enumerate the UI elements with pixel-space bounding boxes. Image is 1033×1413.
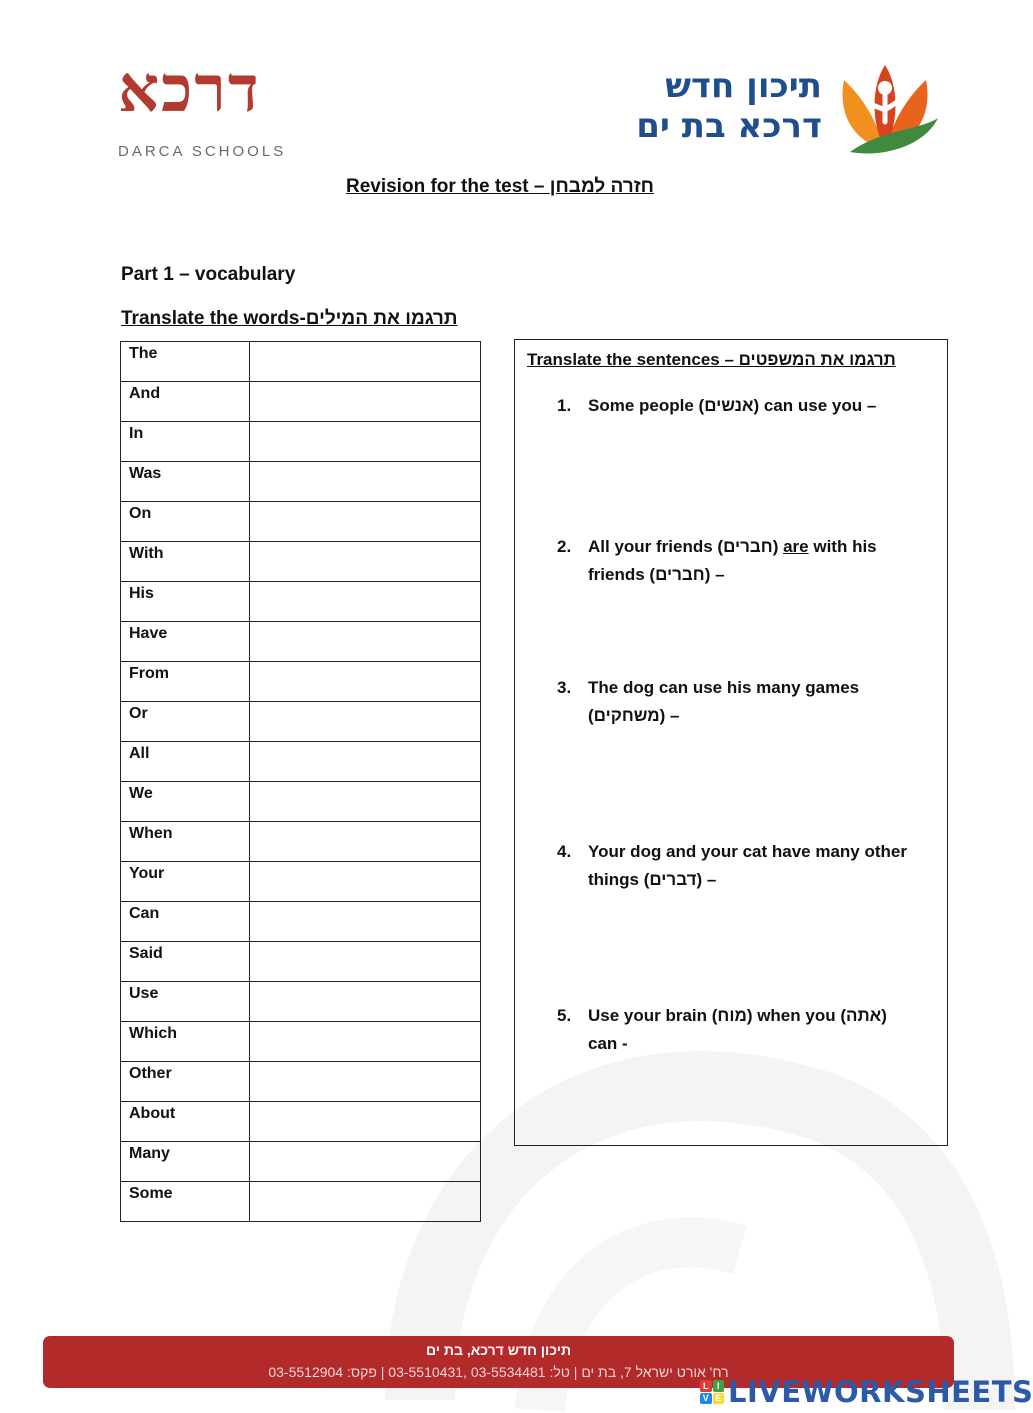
footer-school-name: תיכון חדש דרכא, בת ים: [426, 1342, 571, 1358]
vocab-answer-input[interactable]: [250, 622, 480, 661]
vocab-word: Other: [121, 1062, 250, 1102]
vocab-answer-cell[interactable]: [250, 662, 481, 702]
vocab-answer-input[interactable]: [250, 342, 480, 381]
vocab-row: [121, 942, 481, 982]
darca-schools-logo: [118, 52, 298, 175]
vocab-row: [121, 542, 481, 582]
vocab-answer-input[interactable]: [250, 822, 480, 861]
page-title: Revision for the test – חזרה למבחן: [345, 176, 654, 197]
vocab-row: [121, 342, 481, 382]
sentence-number: 4.: [557, 842, 572, 861]
vocab-word: Said: [121, 942, 250, 982]
vocab-answer-cell[interactable]: [250, 702, 481, 742]
vocab-word: When: [121, 822, 250, 862]
part-title: Part 1 – vocabulary: [121, 264, 296, 285]
vocab-answer-cell[interactable]: [250, 862, 481, 902]
school-logo-line1: תיכון חדש: [665, 66, 822, 106]
vocab-answer-input[interactable]: [250, 782, 480, 821]
vocab-answer-input[interactable]: [250, 542, 480, 581]
sentence-underlined-word: are: [783, 537, 809, 556]
vocab-answer-cell[interactable]: [250, 1182, 481, 1222]
sentence-text: [588, 674, 907, 730]
flower-emblem-icon: [830, 60, 940, 155]
sentence-text-part: The dog can use his many games (משחקים) –: [588, 678, 860, 725]
vocab-row: [121, 422, 481, 462]
vocab-answer-cell[interactable]: [250, 422, 481, 462]
badge-letter: E: [713, 1393, 725, 1405]
vocab-answer-input[interactable]: [250, 862, 480, 901]
sentence-text-part: Some people (אנשים) can use you –: [588, 396, 877, 415]
sentence-1: [557, 392, 907, 420]
vocab-answer-input[interactable]: [250, 582, 480, 621]
vocab-answer-cell[interactable]: [250, 382, 481, 422]
vocab-word: All: [121, 742, 250, 782]
vocab-answer-input[interactable]: [250, 422, 480, 461]
live-badge-icon: [700, 1380, 724, 1404]
sentence-4: [557, 838, 907, 894]
vocab-answer-input[interactable]: [250, 502, 480, 541]
vocab-answer-cell[interactable]: [250, 782, 481, 822]
sentences-box: [514, 339, 948, 1146]
vocab-answer-cell[interactable]: [250, 462, 481, 502]
vocab-answer-input[interactable]: [250, 702, 480, 741]
vocab-row: [121, 862, 481, 902]
vocab-row: [121, 702, 481, 742]
vocab-row: [121, 1182, 481, 1222]
sentence-number: 1.: [557, 396, 572, 415]
vocab-row: [121, 1062, 481, 1102]
vocab-word: Which: [121, 1022, 250, 1062]
vocab-title: Translate the words-תרגמו את המילים: [121, 308, 458, 329]
vocab-answer-cell[interactable]: [250, 622, 481, 662]
sentence-number: 5.: [557, 1006, 572, 1025]
vocab-answer-cell[interactable]: [250, 1022, 481, 1062]
sentence-text-part: All your friends (חברים): [588, 537, 784, 556]
vocab-answer-input[interactable]: [250, 1182, 480, 1221]
sentence-number: 3.: [557, 678, 572, 697]
vocab-answer-input[interactable]: [250, 1022, 480, 1061]
sentence-text-part: Your dog and your cat have many other things (דברים) –: [588, 842, 907, 889]
sentence-number: 2.: [557, 537, 572, 556]
vocab-answer-cell[interactable]: [250, 542, 481, 582]
vocab-answer-input[interactable]: [250, 382, 480, 421]
sentence-text: [588, 1002, 907, 1058]
vocab-answer-input[interactable]: [250, 942, 480, 981]
sentence-text-part: Use your brain (מוח) when you (אתה) can -: [588, 1006, 887, 1053]
vocab-answer-cell[interactable]: [250, 1142, 481, 1182]
vocab-row: [121, 382, 481, 422]
vocab-answer-input[interactable]: [250, 982, 480, 1021]
sentences-title: Translate the sentences – תרגמו את המשפטים: [527, 350, 896, 369]
vocab-row: [121, 582, 481, 622]
sentence-text: [588, 533, 907, 589]
vocab-word: In: [121, 422, 250, 462]
sentence-5-answer-area[interactable]: [587, 1060, 917, 1140]
vocab-row: [121, 822, 481, 862]
vocab-word: On: [121, 502, 250, 542]
vocab-row: [121, 622, 481, 662]
badge-letter: L: [700, 1380, 712, 1392]
vocab-row: [121, 982, 481, 1022]
vocab-word: About: [121, 1102, 250, 1142]
vocab-answer-cell[interactable]: [250, 742, 481, 782]
darca-logo-subtitle: DARCA SCHOOLS: [118, 143, 287, 160]
vocab-word: Have: [121, 622, 250, 662]
school-logo-line2: דרכא בת ים: [636, 106, 822, 146]
vocab-row: [121, 902, 481, 942]
badge-letter: V: [700, 1393, 712, 1405]
vocab-answer-input[interactable]: [250, 742, 480, 781]
sentence-text-part: with his friends (חברים) –: [588, 537, 877, 584]
vocab-word: Your: [121, 862, 250, 902]
vocab-answer-cell[interactable]: [250, 942, 481, 982]
vocab-answer-cell[interactable]: [250, 582, 481, 622]
liveworksheets-wordmark: LIVEWORKSHEETS: [728, 1375, 1033, 1409]
vocab-answer-cell[interactable]: [250, 1062, 481, 1102]
vocab-answer-cell[interactable]: [250, 502, 481, 542]
vocab-answer-cell[interactable]: [250, 902, 481, 942]
school-logo-text: [636, 66, 822, 146]
vocab-word: With: [121, 542, 250, 582]
vocab-answer-input[interactable]: [250, 462, 480, 501]
vocab-answer-input[interactable]: [250, 1062, 480, 1101]
sentence-5: [557, 1002, 907, 1058]
sentence-2: [557, 533, 907, 589]
school-logo: [628, 60, 940, 155]
vocab-answer-cell[interactable]: [250, 982, 481, 1022]
vocab-answer-input[interactable]: [250, 1142, 480, 1181]
vocab-word: Or: [121, 702, 250, 742]
sentence-2-answer-area[interactable]: [587, 595, 917, 675]
vocab-table-body: [121, 342, 481, 1222]
vocab-word: Use: [121, 982, 250, 1022]
vocab-answer-input[interactable]: [250, 1102, 480, 1141]
vocab-word: Was: [121, 462, 250, 502]
vocab-row: [121, 462, 481, 502]
darca-logo-script: דרכא: [118, 52, 261, 127]
sentence-3: [557, 674, 907, 730]
vocab-row: [121, 1142, 481, 1182]
footer-contact: רח' אורט ישראל 7, בת ים | טל: 03-5534481 ,03-5510431 | פקס: 03-5512904: [268, 1364, 729, 1380]
sentence-4-answer-area[interactable]: [587, 902, 917, 982]
liveworksheets-brand[interactable]: [700, 1374, 1033, 1410]
vocab-word: The: [121, 342, 250, 382]
vocab-word: From: [121, 662, 250, 702]
vocab-row: [121, 1022, 481, 1062]
sentence-3-answer-area[interactable]: [587, 740, 917, 820]
vocab-answer-cell[interactable]: [250, 822, 481, 862]
vocab-word: His: [121, 582, 250, 622]
vocab-row: [121, 782, 481, 822]
vocab-answer-input[interactable]: [250, 902, 480, 941]
vocab-row: [121, 742, 481, 782]
sentence-text: [588, 838, 907, 894]
sentence-1-answer-area[interactable]: [587, 430, 917, 510]
vocab-answer-cell[interactable]: [250, 342, 481, 382]
vocab-table: [120, 341, 481, 1222]
vocab-row: [121, 1102, 481, 1142]
vocab-row: [121, 662, 481, 702]
vocab-word: Some: [121, 1182, 250, 1222]
vocab-word: Many: [121, 1142, 250, 1182]
vocab-row: [121, 502, 481, 542]
sentence-text: [588, 392, 907, 420]
vocab-word: We: [121, 782, 250, 822]
badge-letter: I: [713, 1380, 725, 1392]
vocab-word: And: [121, 382, 250, 422]
vocab-word: Can: [121, 902, 250, 942]
vocab-answer-input[interactable]: [250, 662, 480, 701]
vocab-answer-cell[interactable]: [250, 1102, 481, 1142]
